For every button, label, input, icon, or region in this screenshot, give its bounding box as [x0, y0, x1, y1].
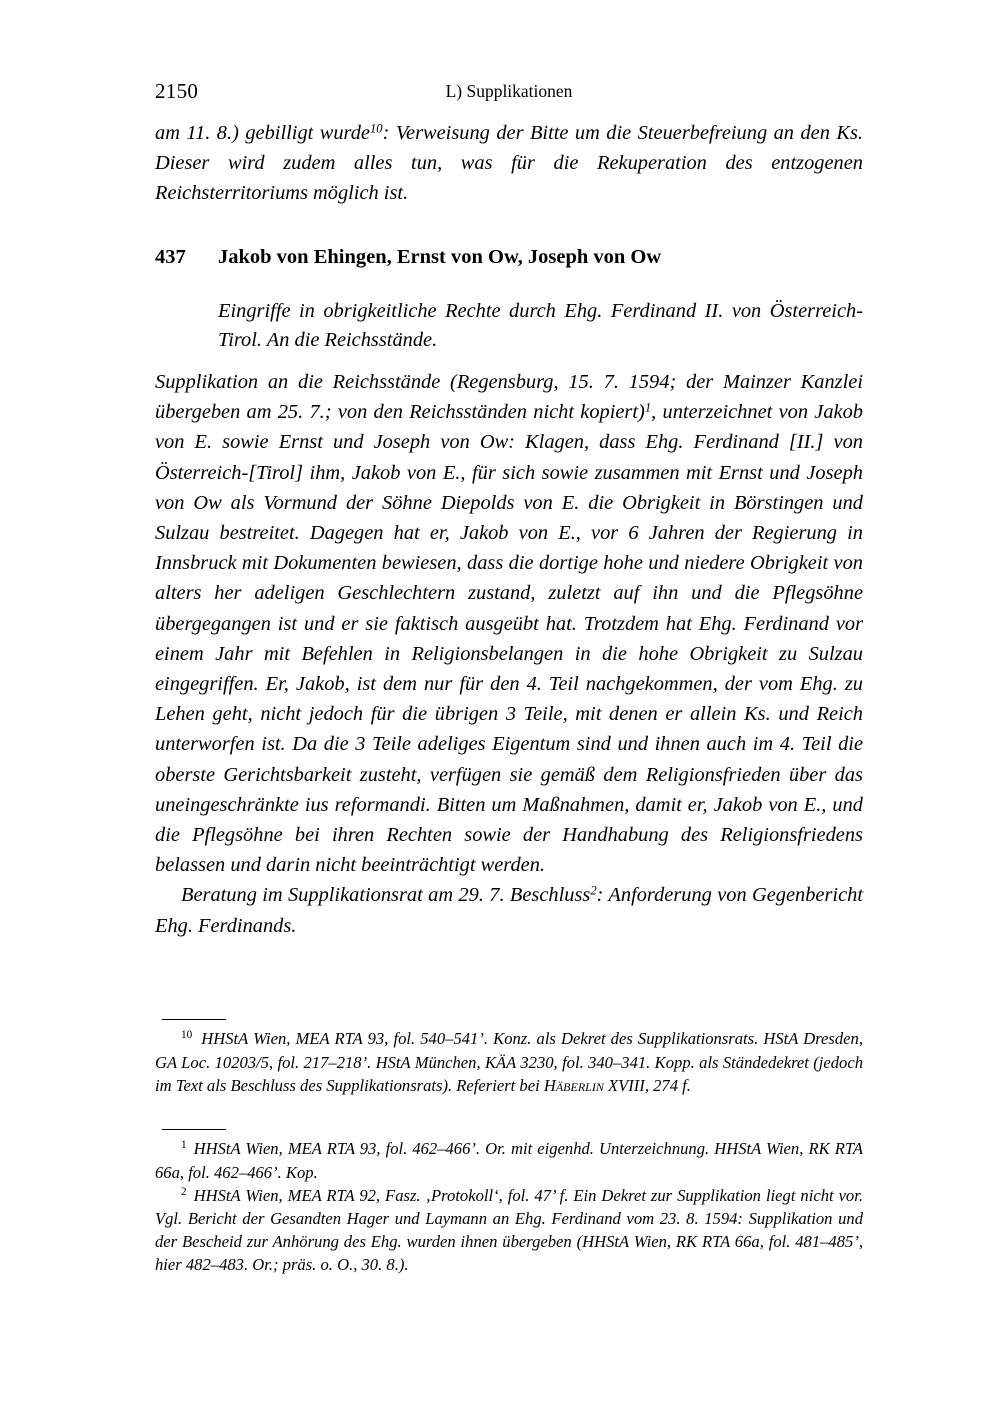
- footnote-ref-1[interactable]: 1: [644, 400, 652, 415]
- lead-text-after-note: : Verweisung der Bitte um die Steuerbefreiung an den Ks. Dieser wird zudem alles tun, was für die Rekuperation des entzogenen Reichsterritoriums möglich ist.: [155, 122, 863, 205]
- footnote-1-text: HHStA Wien, MEA RTA 93, fol. 462–466’. Or. mit eigenhd. Unterzeichnung. HHStA Wien, RK RTA 66a, fol. 462–466’. Kop.: [155, 1139, 863, 1182]
- footnote-ref-10[interactable]: 10: [369, 121, 383, 136]
- body1-after-note: , unterzeichnet von Jakob von E. sowie Ernst und Joseph von Ow: Klagen, dass Ehg. Ferdinand [II.] von Österreich-[Tirol] ihm, Jakob von E., für sich sowie zusammen mit Ernst und Joseph von Ow als Vormund der Söhne Diepolds von E. die Obrigkeit in Börstingen und Sulzau bestreitet. Dagegen hat er, Jakob von E., vor 6 Jahren der Regierung in Innsbruck mit Dokumenten bewiesen, dass die dortige hohe und niedere Obrigkeit von alters her adeligen Geschlechtern zustand, zuletzt auf ihn und die Pflegsöhne übergegangen ist und er sie faktisch ausgeübt hat. Trotzdem hat Ehg. Ferdinand vor einem Jahr mit Befehlen in Religionsbelangen in die hohe Obrigkeit zu Sulzau eingegriffen. Er, Jakob, ist dem nur für den 4. Teil nachgekommen, der vom Ehg. zu Lehen geht, nicht jedoch für die übrigen 3 Teile, mit denen er allein Ks. und Reich unterworfen ist. Da die 3 Teile adeliges Eigentum sind und ihnen auch im 4. Teil die oberste Gerichtsbarkeit zusteht, verfügen sie gemäß dem Religionsfrieden über das uneingeschränkte ius reformandi. Bitten um Maßnahmen, damit er, Jakob von E., und die Pflegsöhne bei ihren Rechten sowie der Handhabung des Religionsfriedens belassen und darin nicht beeinträchtigt werden.: [155, 401, 863, 877]
- body2-before-note: Beratung im Supplikationsrat am 29. 7. Beschluss: [181, 884, 591, 907]
- lead-paragraph: [155, 118, 863, 209]
- body-paragraph-1: [155, 367, 863, 880]
- footnote-marker-2: 2: [181, 1185, 187, 1198]
- entry-regest: Eingriffe in obrigkeitliche Rechte durch Ehg. Ferdinand II. von Österreich-Tirol. An die Reichsstände.: [218, 300, 863, 351]
- footnote-ref-2[interactable]: 2: [590, 883, 597, 898]
- footnote-10: [155, 1027, 863, 1097]
- footnote-10-text-part1: HHStA Wien, MEA RTA 93, fol. 540–541’. Konz. als Dekret des Supplikationsrats. HStA Dresden, GA Loc. 10203/5, fol. 217–218’. HStA München, KÄA 3230, fol. 340–341. Kopp. als Ständedekret (jedoch im Text als Beschluss des Supplikationsrats). Referiert bei: [155, 1029, 863, 1095]
- lead-text-before-note: am 11. 8.) gebilligt wurde: [155, 122, 370, 144]
- footnote-10-author: Häberlin: [543, 1075, 604, 1095]
- body-paragraph-2: [155, 880, 863, 940]
- footnote-marker-1: 1: [181, 1139, 187, 1152]
- footnote-block-lower: [155, 1129, 863, 1277]
- entry-heading: [155, 243, 863, 271]
- footnote-marker-10: 10: [181, 1029, 193, 1042]
- entry-title: Jakob von Ehingen, Ernst von Ow, Joseph von Ow: [218, 246, 662, 268]
- page-number: 2150: [155, 79, 199, 103]
- entry-number: 437: [155, 246, 186, 268]
- running-title: L) Supplikationen: [445, 81, 573, 101]
- document-page: [155, 0, 863, 1418]
- body1-before-note: Supplikation an die Reichsstände (Regensburg, 15. 7. 1594; der Mainzer Kanzlei übergeben am 25. 7.; von den Reichsständen nicht kopiert): [155, 371, 863, 424]
- footnote-2: [155, 1184, 863, 1277]
- entry-body: [155, 367, 863, 941]
- body2-after-note: : Anforderung von Gegenbericht Ehg. Ferdinands.: [155, 884, 863, 937]
- footnote-1: [155, 1137, 863, 1183]
- footnote-2-text: HHStA Wien, MEA RTA 92, Fasz. ‚Protokoll‘, fol. 47’ f. Ein Dekret zur Supplikation liegt nicht vor. Vgl. Bericht der Gesandten Hager und Laymann an Ehg. Ferdinand vom 23. 8. 1594: Supplikation und der Bescheid zur Anhörung des Ehg. wurden ihnen übergeben (HHStA Wien, RK RTA 66a, fol. 481–485’, hier 482–483. Or.; präs. o. O., 30. 8.).: [155, 1185, 863, 1275]
- footnote-separator-rule: [162, 1129, 226, 1130]
- page-header: [155, 78, 863, 104]
- footnote-separator-rule: [162, 1019, 226, 1020]
- lead-paragraph-text: [155, 118, 863, 209]
- footnote-block-upper: [155, 1019, 863, 1097]
- footnote-10-text-part2: XVIII, 274 f.: [603, 1075, 691, 1095]
